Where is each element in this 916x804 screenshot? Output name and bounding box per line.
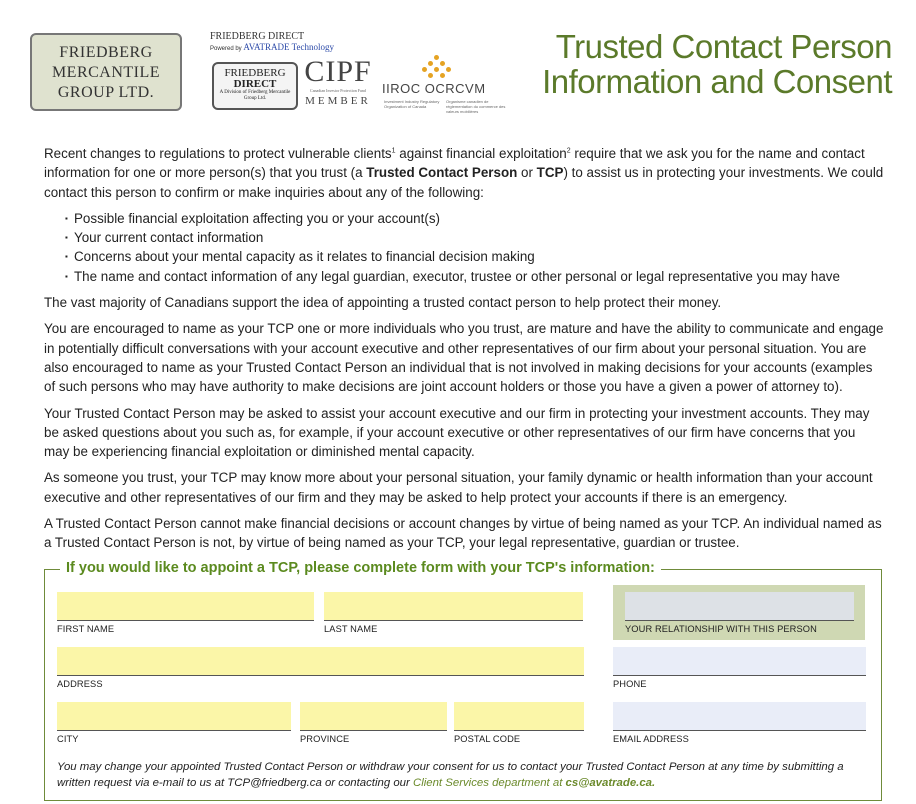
fmg-logo-line: GROUP LTD. (57, 84, 155, 101)
footnote-ref: 2 (566, 147, 571, 155)
address-field[interactable] (57, 647, 584, 676)
cipf-member: MEMBER (305, 95, 371, 107)
address-label: ADDRESS (57, 679, 103, 689)
footnote-ref: 1 (391, 147, 396, 155)
province-label: PROVINCE (300, 734, 350, 744)
consent-note (57, 759, 847, 791)
client-services-link[interactable]: Client Services department at (412, 777, 566, 789)
fd-powered-brand: AVATRADE Technology (243, 42, 334, 52)
fd-powered: Powered by (210, 46, 242, 52)
last-name-field[interactable] (324, 592, 583, 621)
cipf-mark: CIPF (304, 55, 372, 88)
intro-text: Recent changes to regulations to protect vulnerable clients (44, 146, 392, 161)
fd-badge-fine: A Division of Friedberg Mercantile Group Ltd. (219, 90, 291, 101)
postal-code-field[interactable] (454, 702, 584, 731)
fmg-logo-line: MERCANTILE (51, 64, 161, 81)
relationship-field[interactable] (625, 592, 854, 621)
fd-title: FRIEDBERG DIRECT (210, 31, 305, 42)
list-item: ▪ Concerns about your mental capacity as it relates to financial decision making (44, 247, 884, 266)
first-name-label: FIRST NAME (57, 624, 115, 634)
email-label: EMAIL ADDRESS (613, 734, 689, 744)
title-line: Trusted Contact Person (555, 28, 892, 65)
intro-bold: TCP (536, 165, 564, 181)
postal-code-label: POSTAL CODE (454, 734, 521, 744)
friedberg-mercantile-logo (30, 33, 182, 111)
first-name-field[interactable] (57, 592, 314, 621)
body-paragraph: As someone you trust, your TCP may know more about your personal situation, your family dynamic or health information than your account executive and other representatives of our firm and they may be asked to help protect your accounts if there is an emergency. (44, 470, 873, 505)
iiroc-dots-icon (424, 55, 450, 81)
note-end: . (652, 777, 656, 789)
iiroc-fine: Investment Industry Regulatory Organization of Canada (384, 99, 440, 109)
friedberg-direct-header (210, 31, 334, 55)
body-paragraph: Your Trusted Contact Person may be asked to assist your account executive and our firm in protecting your investment accounts. They may be asked questions about you such as, for example, if your account executive or other representatives of our firm have concerns that you may be experiencing financial exploitation or diminished mental capacity. (44, 405, 870, 460)
intro-bold: Trusted Contact Person (366, 165, 518, 181)
list-item: ▪ Your current contact information (44, 228, 884, 247)
intro-text: against financial exploitation (395, 146, 567, 161)
intro-paragraph (44, 144, 884, 202)
friedberg-direct-logo (212, 62, 298, 110)
list-item: ▪ The name and contact information of any legal guardian, executor, trustee or other personal or legal representative you may have (44, 267, 884, 286)
body-paragraph: The vast majority of Canadians support the idea of appointing a trusted contact person to help protect their money. (44, 295, 722, 311)
title-line: Information and Consent (542, 63, 892, 100)
cipf-logo (303, 56, 373, 107)
page-title (542, 29, 892, 99)
phone-field[interactable] (613, 647, 866, 676)
phone-label: PHONE (613, 679, 647, 689)
intro-text: ) to assist us in protecting your investments. We could contact this person to confirm or make inquiries about any of the following: (44, 165, 884, 200)
note-text: You may change your appointed Trusted Contact Person or withdraw your consent for us to contact your Trusted Contact Person at any time by submitting a written request via e-mail to us at TCP@friedberg.ca or contacting our (57, 761, 844, 789)
intro-text: require that we ask you for the name and contact information for one or more person(s) that you trust (a (44, 146, 865, 181)
ocrcvm-fine: Organisme canadien de réglementation du commerce des valeurs mobilières (446, 99, 506, 114)
city-field[interactable] (57, 702, 291, 731)
body-paragraph: A Trusted Contact Person cannot make financial decisions or account changes by virtue of being named as your TCP. An individual named as a Trusted Contact Person is not, by virtue of being named as your TCP, your legal representative, guardian or trustee. (44, 516, 882, 551)
last-name-label: LAST NAME (324, 624, 378, 634)
email-field[interactable] (613, 702, 866, 731)
body-paragraph: You are encouraged to name as your TCP one or more individuals who you trust, are mature and have the ability to communicate and engage in potentially difficult conversations with your account executive and other representatives of our firm about your personal situation. You are also encouraged to name as your Trusted Contact Person an individual that is not involved in making decisions for your accounts (examples of such persons who may have authority to make decisions are joint account holders or those you have a given a power of attorney to). (44, 321, 884, 395)
support-email-link[interactable]: cs@avatrade.ca (565, 777, 653, 789)
fmg-logo-line: FRIEDBERG (59, 44, 153, 61)
cipf-fine: Canadian Investor Protection Fund (310, 88, 366, 93)
province-field[interactable] (300, 702, 447, 731)
relationship-label: YOUR RELATIONSHIP WITH THIS PERSON (625, 624, 817, 634)
intro-text: or (517, 165, 537, 181)
form-legend: If you would like to appoint a TCP, please complete form with your TCP's information: (60, 560, 661, 576)
ocrcvm-text: OCRCVM (424, 81, 486, 96)
fd-badge-line: FRIEDBERG (224, 67, 286, 79)
iiroc-text: IIROC (382, 81, 421, 96)
iiroc-logo (380, 55, 520, 125)
fd-badge-line: DIRECT (233, 78, 277, 90)
city-label: CITY (57, 734, 79, 744)
inquiry-list (44, 209, 884, 286)
document-body (44, 144, 884, 560)
list-item: ▪ Possible financial exploitation affecting you or your account(s) (44, 209, 884, 228)
